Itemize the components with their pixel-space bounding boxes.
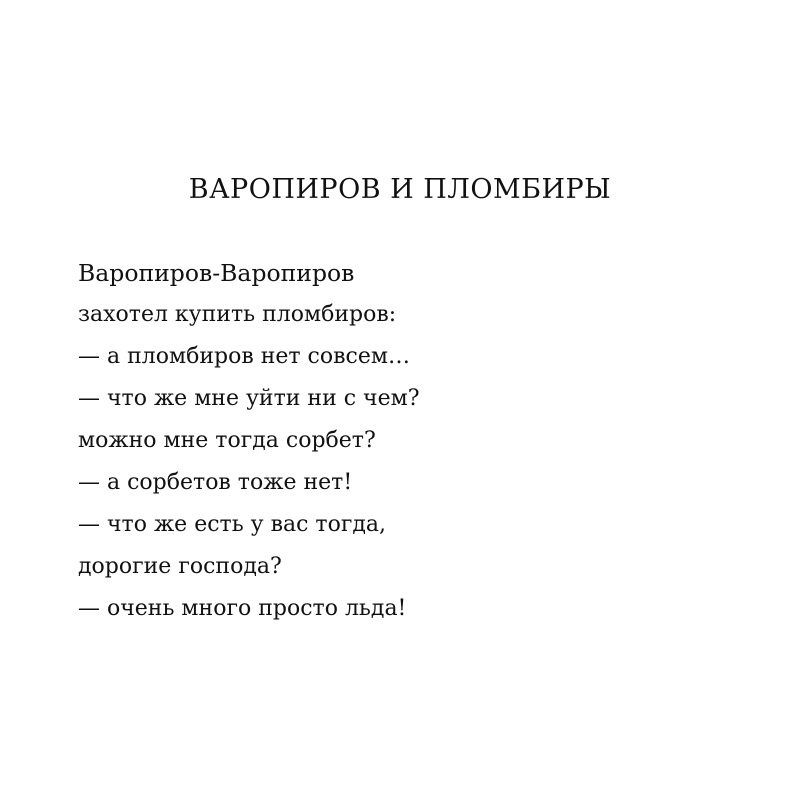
- poem-line: — что же мне уйти ни с чем?: [78, 386, 420, 411]
- poem-line: Варопиров-Варопиров: [78, 259, 355, 287]
- poem-line: — а сорбетов тоже нет!: [78, 470, 353, 495]
- poem-line: — а пломбиров нет совсем…: [78, 344, 410, 369]
- poem-title: ВАРОПИРОВ И ПЛОМБИРЫ: [188, 174, 612, 205]
- poem-line: можно мне тогда сорбет?: [78, 428, 376, 453]
- poem-body: [78, 252, 778, 630]
- poem-line: захотел купить пломбиров:: [78, 302, 397, 327]
- poem-line: — что же есть у вас тогда,: [78, 512, 387, 537]
- poem-line: — очень много просто льда!: [78, 596, 407, 621]
- poem-line: дорогие господа?: [78, 554, 282, 579]
